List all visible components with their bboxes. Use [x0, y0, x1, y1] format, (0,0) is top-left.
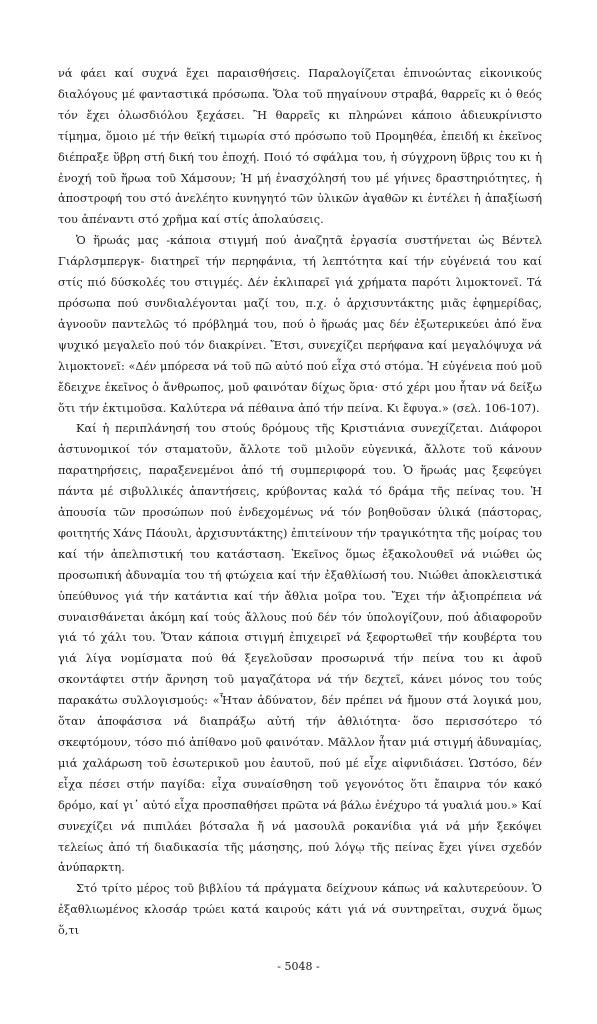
paragraph: Ὁ ἥρωάς μας -κάποια στιγμή πού ἀναζητᾶ ἐργασία συστήνεται ὡς Βέντελ Γιάρλσμπεργκ- διατηρεῖ τήν περηφάνια, τή λεπτότητα καί τήν εὐγένειά του καί στίς πιό δύσκολές του στιγμές. Δέν ἐκλιπαρεῖ γιά χρήματα παρότι λιμοκτονεῖ. Τά πρόσωπα πού συνδιαλέγονται μαζί του, π.χ. ὁ ἀρχισυντάκτης μιᾶς ἐφημερίδας, ἀγνοοῦν παντελῶς τό πρόβλημά του, πού ὁ ἥρωάς μας δέν ἐξωτερικεύει ἀπό ἕνα ψυχικό μεγαλεῖο πού τόν διακρίνει. Ἔτσι, συνεχίζει περήφανα καί μεγαλόψυχα νά λιμοκτονεῖ: «Δέν μπόρεσα νά τοῦ πῶ αὐτό πού εἶχα στό στόμα. Ἡ εὐγένεια πού μοῦ ἔδειχνε ἐκεῖνος ὁ ἄνθρωπος, μοῦ φαινόταν δίχως ὅρια· στό χέρι μου ἦταν νά δείξω ὅτι τήν ἐκτιμοῦσα. Καλύτερα νά πέθαινα ἀπό τήν πείνα. Κι ἔφυγα.» (σελ. 106-107). — [58, 234, 542, 415]
body-text — [58, 64, 542, 942]
page-number: - 5048 - — [277, 960, 320, 973]
paragraph: νά φάει καί συχνά ἔχει παραισθήσεις. Παραλογίζεται ἐπινοώντας εἰκονικούς διαλόγους μέ φανταστικά πρόσωπα. Ὅλα τοῦ πηγαίνουν στραβά, θαρρεῖς κι ὁ θεός τόν ἔχει ὁλωσδιόλου ξεχάσει. Ἢ θαρρεῖς κι πληρώνει κάποιο ἀδιευκρίνιστο τίμημα, ὅμοιο μέ τήν θεϊκή τιμωρία στό πρόσωπο τοῦ Προμηθέα, ἐπειδή κι ἐκεῖνος διέπραξε ὕβρη στή δική του ἐποχή. Ποιό τό σφάλμα του, ἡ σύγχρονη ὕβρις του κι ἡ ἐνοχή τοῦ ἥρωα τοῦ Χάμσουν; Ἡ μή ἐνασχόλησή του μέ γήινες δραστηριότητες, ἡ ἀποστροφή του στό ἀνελέητο κυνηγητό τῶν ὑλικῶν ἀγαθῶν κι ἐντέλει ἡ ἀπαξίωσή του ἀπέναντι στό χρῆμα καί στίς ἀπολαύσεις. — [58, 67, 542, 227]
paragraph: Στό τρίτο μέρος τοῦ βιβλίου τά πράγματα δείχνουν κάπως νά καλυτερεύουν. Ὁ ἐξαθλιωμένος κλοσάρ τρώει κατά καιρούς κάτι γιά νά συντηρεῖται, συχνά ὅμως ὅ,τι — [58, 882, 542, 938]
paragraph: Καί ἡ περιπλάνησή του στούς δρόμους τῆς Κριστιάνια συνεχίζεται. Διάφοροι ἀστυνομικοί τόν σταματοῦν, ἄλλοτε τοῦ μιλοῦν εὐγενικά, ἄλλοτε τοῦ κάνουν παρατηρήσεις, παραξενεμένοι ἀπό τή συμπεριφορά του. Ὁ ἥρωάς μας ξεφεύγει πάντα μέ σιβυλλικές ἀπαντήσεις, κρύβοντας καλά τό δράμα τῆς πείνας του. Ἡ ἀπουσία τῶν προσώπων πού ἐνδεχομένως νά τόν βοηθοῦσαν ὑλικά (πάστορας, φοιτητής Χάνς Πάουλι, ἀρχισυντάκτης) ἐπιτείνουν τήν τραγικότητα τῆς μοίρας του καί τήν ἀπελπιστική του κατάσταση. Ἐκεῖνος ὅμως ἐξακολουθεῖ νά νιώθει ὡς προσωπική ἀδυναμία του τή φτώχεια καί τήν ἐξαθλίωσή του. Νιώθει ἀποκλειστικά ὑπεύθυνος γιά τήν κατάντια καί τήν ἄθλια μοῖρα του. Ἔχει τήν ἀξιοπρέπεια νά συναισθάνεται ἀκόμη καί τούς ἄλλους πού δέν τόν ὑπολογίζουν, πού ἀδιαφοροῦν γιά τό χάλι του. Ὅταν κάποια στιγμή ἐπιχειρεῖ νά ξεφορτωθεῖ τήν κουβέρτα του γιά λίγα νομίσματα πού θά ξεγελοῦσαν προσωρινά τήν πείνα του κι ἀφοῦ σκοντάφτει στήν ἄρνηση τοῦ μαγαζάτορα νά τήν δεχτεῖ, κάνει μόνος του τούς παρακάτω συλλογισμούς: «Ἦταν ἀδύνατον, δέν πρέπει νά ἤμουν στά λογικά μου, ὅταν ἀποφάσισα νά διαπράξω αὐτή τήν ἀθλιότητα· ὅσο περισσότερο τό σκεφτόμουν, τόσο πιό ἀπίθανο μοῦ φαινόταν. Μᾶλλον ἦταν μιά στιγμή ἀδυναμίας, μιά χαλάρωση τοῦ ἐσωτερικοῦ μου ἑαυτοῦ, πού μέ εἶχε αἰφνιδιάσει. Ὡστόσο, δέν εἶχα πέσει στήν παγίδα: εἶχα συναίσθηση τοῦ γεγονότος ὅτι ἔπαιρνα τόν κακό δρόμο, καί γι᾽ αὐτό εἶχα προσπαθήσει πρῶτα νά βάλω ἐνέχυρο τά γυαλιά μου.» Καί συνεχίζει νά πιπιλάει βότσαλα ἤ νά μασουλᾶ ροκανίδια γιά νά μήν ξεκόψει τελείως ἀπό τή διαδικασία τῆς μάσησης, πού λόγῳ τῆς πείνας ἔχει γίνει σχεδόν ἀνύπαρκτη. — [58, 422, 542, 875]
